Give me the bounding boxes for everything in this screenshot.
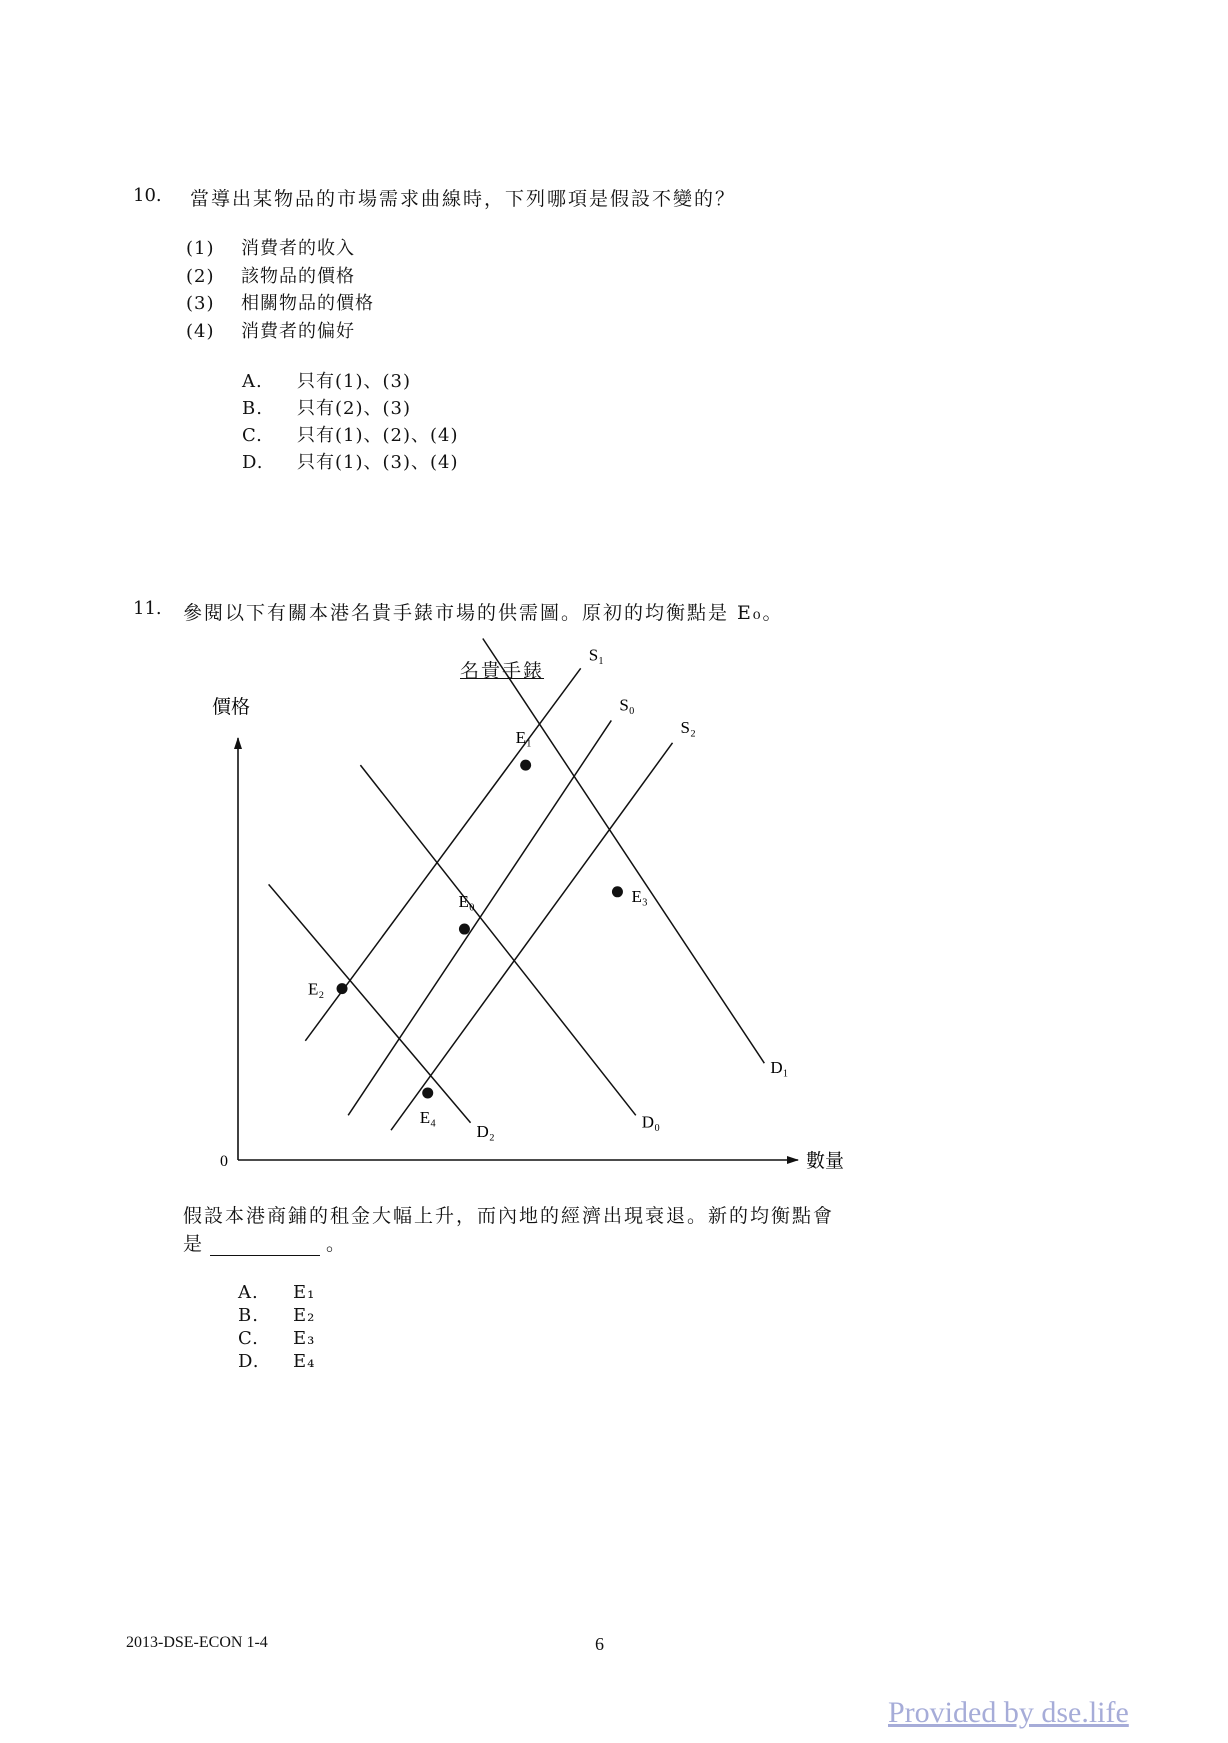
- x-axis-label: 數量: [806, 1151, 845, 1172]
- curve-label: S₀: [619, 695, 635, 715]
- option-text: 只有(1)、(3): [297, 371, 411, 392]
- option-letter: A.: [242, 371, 263, 392]
- q10-question: 當導出某物品的市場需求曲線時，下列哪項是假設不變的？: [190, 188, 737, 210]
- equilibrium-point: [459, 924, 470, 935]
- statement-text: 消費者的偏好: [241, 321, 355, 342]
- curve-label: D₀: [641, 1112, 661, 1132]
- option-text: E₂: [293, 1305, 316, 1326]
- equilibrium-label: E₄: [419, 1107, 437, 1127]
- option-text: E₃: [293, 1328, 316, 1349]
- equilibrium-point: [612, 886, 623, 897]
- y-axis-label: 價格: [212, 697, 251, 718]
- equilibrium-point: [422, 1087, 433, 1098]
- provided-by-link[interactable]: Provided by dse.life: [888, 1696, 1129, 1729]
- option-text: E₄: [293, 1351, 316, 1372]
- option-text: E₁: [293, 1282, 316, 1303]
- q11-option-b[interactable]: [238, 1305, 315, 1326]
- statement-number: (3): [186, 293, 215, 314]
- answer-blank: [210, 1237, 320, 1256]
- option-letter: B.: [238, 1305, 259, 1326]
- condition-period: 。: [326, 1233, 348, 1255]
- statement-number: (2): [186, 266, 215, 287]
- equilibrium-label: E₀: [458, 892, 475, 912]
- origin-label: 0: [220, 1153, 228, 1170]
- option-letter: D.: [238, 1351, 260, 1372]
- equilibrium-label: E₁: [515, 728, 532, 748]
- statement-text: 相關物品的價格: [241, 293, 374, 314]
- supply-curve-2: [391, 743, 673, 1130]
- equilibrium-point: [337, 983, 348, 994]
- curve-label: D₂: [476, 1121, 495, 1141]
- option-letter: C.: [242, 425, 263, 446]
- q11-number: 11.: [133, 598, 162, 619]
- demand-curve-5: [269, 884, 471, 1122]
- demand-curve-4: [360, 765, 635, 1115]
- q11-option-d[interactable]: [238, 1351, 315, 1372]
- footer-exam-code: 2013-DSE-ECON 1-4: [126, 1634, 268, 1651]
- chart-title: 名貴手錶: [460, 660, 545, 682]
- q11-option-c[interactable]: [238, 1328, 315, 1349]
- option-letter: A.: [238, 1282, 259, 1303]
- option-text: 只有(1)、(2)、(4): [297, 425, 459, 446]
- condition-text: 是: [183, 1233, 205, 1255]
- q11-condition-line1: 假設本港商鋪的租金大幅上升，而內地的經濟出現衰退。新的均衡點會: [183, 1205, 835, 1227]
- option-letter: C.: [238, 1328, 259, 1349]
- q11-option-a[interactable]: [238, 1282, 315, 1303]
- statement-text: 消費者的收入: [241, 238, 355, 259]
- curve-label: D₁: [770, 1058, 789, 1078]
- curve-label: S₁: [588, 645, 605, 665]
- option-text: 只有(1)、(3)、(4): [297, 452, 459, 473]
- equilibrium-label: E₃: [631, 886, 648, 906]
- statement-text: 該物品的價格: [241, 266, 355, 287]
- curve-label: S₂: [680, 717, 696, 737]
- footer-page-number: 6: [595, 1634, 604, 1654]
- q11-question: 參閱以下有關本港名貴手錶市場的供需圖。原初的均衡點是 E₀。: [183, 602, 784, 624]
- option-letter: D.: [242, 452, 264, 473]
- chart-equilibria: [308, 728, 648, 1127]
- option-text: 只有(2)、(3): [297, 398, 411, 419]
- equilibrium-label: E₂: [308, 979, 325, 999]
- q11-condition-line2: [183, 1229, 347, 1256]
- option-letter: B.: [242, 398, 263, 419]
- equilibrium-point: [520, 760, 531, 771]
- q10-number: 10.: [133, 185, 162, 206]
- chart-curves: [269, 639, 789, 1141]
- statement-number: (1): [186, 238, 215, 259]
- statement-number: (4): [186, 321, 215, 342]
